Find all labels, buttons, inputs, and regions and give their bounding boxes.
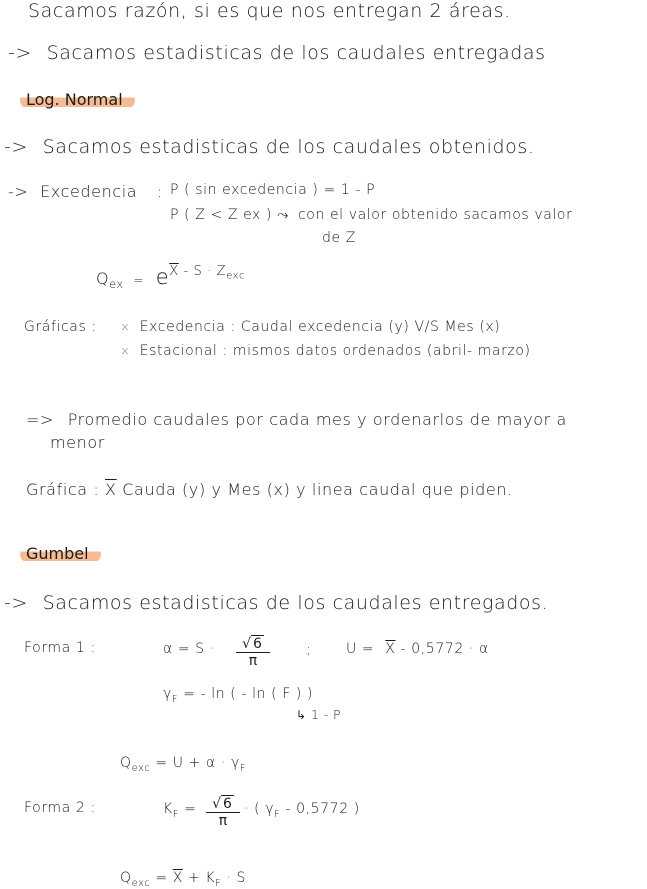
qexc-formula-2: $Q_{exc} = \overline{X} + K_F \cdot S$ xyxy=(120,870,247,889)
arrow-icon: -> xyxy=(4,592,28,614)
alpha-formula: α = S · xyxy=(163,641,215,657)
note-line-stats-delivered-2: -> Sacamos estadisticas de los caudales entregados. xyxy=(4,592,549,614)
form-2-label: Forma 2 : xyxy=(24,800,96,816)
kf-formula-rhs: · ( $\gamma_F - 0,5772$ ) xyxy=(244,801,360,820)
arrow-icon: -> xyxy=(8,42,32,64)
sqrt6-over-pi-fraction-2: $\frac{√ 6}{\pi}$ xyxy=(206,796,240,829)
cross-bullet-icon: × xyxy=(120,344,131,358)
section-header-gumbel: Gumbel xyxy=(20,545,101,563)
double-arrow-icon: => xyxy=(26,410,55,429)
sqrt6-over-pi-fraction: $\frac{√ 6}{\pi}$ xyxy=(236,636,270,669)
qexc-formula-1: $Q_{exc} = U + \alpha \cdot \gamma_F$ xyxy=(120,755,247,774)
note-line-stats-delivered: -> Sacamos estadisticas de los caudales entregadas xyxy=(8,42,546,64)
arrow-icon: -> xyxy=(4,136,28,158)
exceedance-label: -> Excedencia : xyxy=(8,182,163,201)
yf-formula: $\gamma_F$ = - ln ( - ln ( F ) ) xyxy=(163,686,314,705)
section-header-lognormal: Log. Normal xyxy=(20,91,135,109)
note-line-stats-obtained: -> Sacamos estadisticas de los caudales obtenidos. xyxy=(4,136,535,158)
chart-item-exceedance: × Excedencia : Caudal excedencia (y) V/S Mes (x) xyxy=(120,319,501,335)
arrow-icon: -> xyxy=(8,182,29,201)
exceedance-formula-1: P ( sin excedencia ) = 1 - P xyxy=(170,182,376,198)
note-line-average-cont: menor xyxy=(50,433,105,452)
form-1-label: Forma 1 : xyxy=(24,640,96,656)
cross-bullet-icon: × xyxy=(120,320,131,334)
exceedance-formula-2: P ( Z < Z ex ) ⤳ con el valor obtenido sacamos valor xyxy=(170,207,573,223)
squiggle-arrow-icon: ⤳ xyxy=(277,207,289,223)
semicolon: ; xyxy=(306,642,312,658)
exceedance-formula-3: de Z xyxy=(322,230,356,246)
yf-note: ↳ 1 - P xyxy=(296,708,341,722)
note-line-average: => Promedio caudales por cada mes y ordenarlos de mayor a xyxy=(26,410,567,429)
u-formula: $U = \overline{X} - 0,5772 \cdot \alpha$ xyxy=(346,641,489,657)
chart-item-seasonal: × Estacional : mismos datos ordenados (abril- marzo) xyxy=(120,343,531,359)
kf-formula-lhs: $K_F$ = xyxy=(163,801,197,820)
charts-label: Gráficas : xyxy=(24,319,97,335)
qex-formula: $Q_{ex} = e^{\overline{X} - S \cdot Z_{exc}}$ xyxy=(96,264,246,292)
note-line-chart: Gráfica : $\overline{X}$ Cauda (y) y Mes (x) y linea caudal que piden. xyxy=(26,480,513,499)
note-line-ratio: Sacamos razón, si es que nos entregan 2 áreas. xyxy=(28,0,511,22)
